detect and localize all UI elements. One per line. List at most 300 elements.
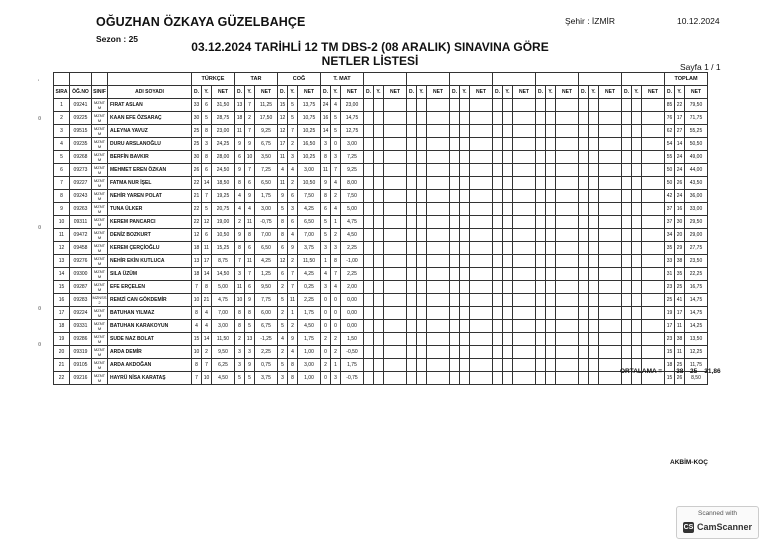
row-total-correct: 50 (665, 164, 675, 177)
empty-cell (374, 281, 384, 294)
empty-cell (632, 255, 642, 268)
empty-cell (556, 281, 579, 294)
row-net: 6,75 (255, 138, 278, 151)
empty-cell (427, 242, 450, 255)
empty-cell (460, 112, 470, 125)
header-spacer (54, 73, 70, 86)
row-class: MZNT M (92, 151, 108, 164)
col-header-net: NET (556, 86, 579, 99)
empty-cell (589, 216, 599, 229)
row-net: 19,00 (212, 216, 235, 229)
row-wrong: 7 (288, 125, 298, 138)
empty-cell (450, 333, 460, 346)
empty-cell (384, 177, 407, 190)
row-correct: 3 (278, 372, 288, 385)
empty-cell (427, 255, 450, 268)
empty-cell (427, 372, 450, 385)
table-row (54, 216, 708, 229)
row-correct: 18 (192, 242, 202, 255)
empty-cell (589, 242, 599, 255)
empty-cell (427, 125, 450, 138)
empty-cell (470, 151, 493, 164)
row-correct: 12 (278, 112, 288, 125)
row-correct: 11 (235, 125, 245, 138)
empty-cell (556, 203, 579, 216)
empty-cell (579, 151, 589, 164)
empty-cell (579, 177, 589, 190)
empty-cell (599, 255, 622, 268)
empty-cell (417, 359, 427, 372)
empty-cell (513, 255, 536, 268)
row-correct: 9 (321, 177, 331, 190)
row-wrong: 5 (331, 112, 341, 125)
row-correct: 8 (192, 359, 202, 372)
table-row (54, 320, 708, 333)
row-wrong: 0 (331, 307, 341, 320)
empty-cell (589, 125, 599, 138)
row-wrong: 3 (245, 346, 255, 359)
empty-cell (384, 346, 407, 359)
empty-cell (642, 164, 665, 177)
row-total-net: 22,25 (685, 268, 708, 281)
empty-cell (503, 112, 513, 125)
empty-cell (450, 177, 460, 190)
empty-cell (470, 125, 493, 138)
table-row (54, 255, 708, 268)
empty-cell (503, 268, 513, 281)
empty-cell (622, 242, 632, 255)
row-correct: 5 (321, 216, 331, 229)
row-net: 10,50 (298, 177, 321, 190)
row-wrong: 2 (288, 255, 298, 268)
empty-cell (374, 294, 384, 307)
empty-cell (450, 294, 460, 307)
empty-cell (579, 99, 589, 112)
row-class: MZNT M (92, 346, 108, 359)
col-header-net: NET (212, 86, 235, 99)
row-correct: 4 (278, 333, 288, 346)
row-net: 4,50 (341, 229, 364, 242)
row-wrong: 6 (288, 216, 298, 229)
row-wrong: 3 (331, 242, 341, 255)
row-wrong: 9 (245, 359, 255, 372)
empty-cell (556, 294, 579, 307)
row-class: MZNT M (92, 307, 108, 320)
row-sira: 6 (54, 164, 70, 177)
row-total-net: 55,25 (685, 125, 708, 138)
col-header-d: D. (579, 86, 589, 99)
empty-cell (450, 99, 460, 112)
row-total-wrong: 11 (675, 346, 685, 359)
empty-cell (460, 190, 470, 203)
row-student-no: 09286 (70, 333, 92, 346)
row-student-name: SUDE NAZ BOLAT (108, 333, 192, 346)
empty-cell (407, 138, 417, 151)
empty-cell (384, 294, 407, 307)
row-total-wrong: 24 (675, 164, 685, 177)
empty-cell (546, 359, 556, 372)
empty-cell (536, 125, 546, 138)
row-correct: 7 (192, 372, 202, 385)
empty-cell (556, 151, 579, 164)
row-student-no: 09515 (70, 125, 92, 138)
col-header-ad: ADI SOYADI (108, 86, 192, 99)
row-wrong: 14 (202, 268, 212, 281)
empty-cell (556, 112, 579, 125)
scanner-line-2: CamScanner (697, 522, 753, 532)
empty-cell (374, 242, 384, 255)
empty-cell (579, 346, 589, 359)
row-wrong: 1 (331, 216, 341, 229)
empty-cell (503, 190, 513, 203)
row-class: MZNSS 2 (92, 295, 107, 305)
subject-header: TAR (235, 73, 278, 86)
empty-cell (407, 151, 417, 164)
row-correct: 9 (235, 164, 245, 177)
empty-cell (470, 203, 493, 216)
empty-cell (427, 99, 450, 112)
row-correct: 2 (321, 359, 331, 372)
row-correct: 8 (235, 320, 245, 333)
row-correct: 8 (192, 307, 202, 320)
empty-cell (460, 359, 470, 372)
empty-cell (599, 138, 622, 151)
row-total-wrong: 25 (675, 281, 685, 294)
empty-cell (546, 138, 556, 151)
empty-cell (470, 242, 493, 255)
row-net: 28,00 (212, 151, 235, 164)
empty-cell (503, 99, 513, 112)
empty-cell (470, 320, 493, 333)
row-student-no: 09235 (70, 138, 92, 151)
row-net: 13,75 (298, 99, 321, 112)
row-student-name: NEHİR YAREN POLAT (108, 190, 192, 203)
empty-cell (384, 242, 407, 255)
empty-cell (589, 138, 599, 151)
empty-cell (450, 307, 460, 320)
empty-cell (503, 229, 513, 242)
empty-cell (493, 307, 503, 320)
row-correct: 0 (321, 320, 331, 333)
row-correct: 2 (278, 346, 288, 359)
empty-cell (470, 281, 493, 294)
empty-cell (417, 164, 427, 177)
empty-cell (364, 99, 374, 112)
row-wrong: 3 (202, 138, 212, 151)
empty-cell (589, 372, 599, 385)
camscanner-watermark (676, 506, 759, 539)
empty-cell (589, 112, 599, 125)
row-class: MZNT M (92, 229, 108, 242)
empty-cell (364, 151, 374, 164)
empty-cell (427, 281, 450, 294)
empty-cell (407, 203, 417, 216)
row-correct: 5 (278, 359, 288, 372)
row-wrong: 0 (331, 320, 341, 333)
empty-cell (374, 229, 384, 242)
row-wrong: 2 (331, 346, 341, 359)
empty-cell (374, 359, 384, 372)
empty-cell (536, 112, 546, 125)
empty-cell (493, 372, 503, 385)
row-wrong: 7 (245, 125, 255, 138)
row-sira: 9 (54, 203, 70, 216)
empty-cell (632, 177, 642, 190)
empty-cell (536, 190, 546, 203)
row-total-wrong: 29 (675, 242, 685, 255)
row-correct: 3 (321, 138, 331, 151)
empty-cell (513, 190, 536, 203)
empty-cell (384, 151, 407, 164)
row-net: 1,50 (341, 333, 364, 346)
row-correct: 4 (235, 190, 245, 203)
row-correct: 12 (278, 125, 288, 138)
row-correct: 26 (192, 164, 202, 177)
empty-cell (364, 216, 374, 229)
row-correct: 4 (235, 203, 245, 216)
empty-cell (493, 255, 503, 268)
empty-cell (546, 164, 556, 177)
empty-cell (384, 190, 407, 203)
empty-cell (374, 99, 384, 112)
empty-cell (546, 346, 556, 359)
row-wrong: 7 (245, 164, 255, 177)
empty-cell (536, 333, 546, 346)
row-net: 18,50 (212, 177, 235, 190)
scan-mark: ¤ (38, 306, 42, 312)
row-student-no: 09241 (70, 99, 92, 112)
row-wrong: 8 (245, 229, 255, 242)
average-net: 31,86 (704, 368, 721, 375)
row-net: 2,00 (341, 281, 364, 294)
row-total-correct: 76 (665, 112, 675, 125)
empty-cell (589, 294, 599, 307)
row-total-net: 14,75 (685, 294, 708, 307)
row-net: 1,25 (255, 268, 278, 281)
table-row (54, 242, 708, 255)
empty-cell (450, 112, 460, 125)
row-net: 9,25 (341, 164, 364, 177)
empty-cell (589, 255, 599, 268)
row-net: 2,25 (341, 242, 364, 255)
empty-cell (427, 320, 450, 333)
row-total-correct: 54 (665, 138, 675, 151)
row-correct: 8 (321, 190, 331, 203)
row-student-name: NEHİR EKİN KUTLUCA (108, 255, 192, 268)
row-class: MZNT M (92, 372, 108, 385)
empty-subject-header (536, 73, 579, 86)
row-correct: 11 (278, 151, 288, 164)
empty-cell (599, 125, 622, 138)
header-spacer (70, 73, 92, 86)
col-header-y: Y. (374, 86, 384, 99)
empty-cell (556, 190, 579, 203)
empty-cell (417, 190, 427, 203)
empty-cell (546, 190, 556, 203)
col-header-y: Y. (331, 86, 341, 99)
empty-cell (632, 242, 642, 255)
empty-cell (460, 242, 470, 255)
empty-cell (556, 177, 579, 190)
col-header-d: D. (278, 86, 288, 99)
empty-cell (622, 307, 632, 320)
row-correct: 0 (321, 346, 331, 359)
row-total-net: 49,00 (685, 151, 708, 164)
footer-code: AKBİM-KOÇ (670, 459, 708, 466)
row-total-wrong: 35 (675, 268, 685, 281)
empty-cell (642, 203, 665, 216)
empty-cell (513, 346, 536, 359)
row-net: 1,75 (298, 307, 321, 320)
row-total-net: 79,50 (685, 99, 708, 112)
row-correct: 18 (192, 268, 202, 281)
row-net: 7,00 (255, 229, 278, 242)
row-wrong: 11 (245, 255, 255, 268)
header-spacer (108, 73, 192, 86)
row-class: MZNT M (92, 190, 108, 203)
empty-cell (493, 164, 503, 177)
row-total-net: 11,75 (685, 359, 708, 372)
row-correct: 30 (192, 112, 202, 125)
title-line-1: 03.12.2024 TARİHLİ 12 TM DBS-2 (08 ARALIK) SINAVINA GÖRE (191, 40, 549, 54)
empty-cell (407, 333, 417, 346)
row-correct: 1 (321, 255, 331, 268)
empty-cell (417, 151, 427, 164)
empty-cell (384, 164, 407, 177)
empty-cell (450, 281, 460, 294)
row-wrong: 9 (245, 190, 255, 203)
row-wrong: 2 (331, 333, 341, 346)
empty-cell (417, 320, 427, 333)
empty-cell (546, 255, 556, 268)
row-correct: 13 (235, 99, 245, 112)
col-header-d: D. (622, 86, 632, 99)
row-correct: 11 (321, 164, 331, 177)
empty-cell (470, 255, 493, 268)
empty-cell (579, 203, 589, 216)
empty-cell (384, 372, 407, 385)
subject-header: T. MAT (321, 73, 364, 86)
empty-cell (642, 333, 665, 346)
empty-cell (374, 320, 384, 333)
empty-cell (384, 138, 407, 151)
empty-cell (642, 190, 665, 203)
row-class: MZNT M (92, 320, 108, 333)
row-correct: 8 (321, 151, 331, 164)
empty-cell (513, 164, 536, 177)
table-row (54, 125, 708, 138)
row-total-correct: 31 (665, 268, 675, 281)
row-wrong: 8 (288, 372, 298, 385)
empty-cell (460, 294, 470, 307)
row-correct: 16 (321, 112, 331, 125)
row-correct: 8 (278, 216, 288, 229)
empty-cell (470, 372, 493, 385)
row-class: MZNT M (92, 268, 108, 281)
empty-cell (470, 307, 493, 320)
empty-cell (407, 242, 417, 255)
row-total-net: 14,75 (685, 307, 708, 320)
empty-cell (407, 320, 417, 333)
empty-cell (460, 346, 470, 359)
empty-subject-header (364, 73, 407, 86)
row-wrong: 4 (202, 307, 212, 320)
empty-cell (579, 125, 589, 138)
empty-cell (589, 346, 599, 359)
row-total-correct: 50 (665, 177, 675, 190)
row-net: 19,25 (212, 190, 235, 203)
empty-cell (589, 190, 599, 203)
empty-cell (450, 242, 460, 255)
empty-cell (503, 164, 513, 177)
row-wrong: 8 (331, 255, 341, 268)
row-wrong: 7 (331, 268, 341, 281)
empty-cell (384, 333, 407, 346)
empty-cell (642, 268, 665, 281)
row-total-net: 43,50 (685, 177, 708, 190)
empty-cell (546, 229, 556, 242)
empty-cell (536, 164, 546, 177)
empty-cell (589, 229, 599, 242)
empty-cell (589, 307, 599, 320)
col-header-net: NET (470, 86, 493, 99)
scan-mark: ' (38, 80, 40, 86)
empty-cell (556, 359, 579, 372)
empty-cell (493, 268, 503, 281)
empty-cell (642, 346, 665, 359)
empty-cell (632, 333, 642, 346)
empty-cell (407, 164, 417, 177)
empty-cell (632, 294, 642, 307)
row-net: 6,50 (255, 242, 278, 255)
empty-cell (503, 138, 513, 151)
empty-cell (407, 359, 417, 372)
row-wrong: 7 (245, 99, 255, 112)
row-net: 7,00 (212, 307, 235, 320)
row-net: 12,75 (341, 125, 364, 138)
empty-cell (599, 320, 622, 333)
row-total-correct: 33 (665, 255, 675, 268)
row-correct: 33 (192, 99, 202, 112)
empty-cell (536, 372, 546, 385)
average-row (620, 368, 723, 375)
row-wrong: 6 (245, 177, 255, 190)
col-header-d: D. (536, 86, 546, 99)
empty-cell (407, 346, 417, 359)
col-header-net: NET (513, 86, 536, 99)
empty-cell (374, 333, 384, 346)
row-wrong: 3 (331, 151, 341, 164)
row-correct: 9 (235, 229, 245, 242)
row-net: 9,25 (255, 125, 278, 138)
empty-cell (536, 281, 546, 294)
empty-cell (493, 112, 503, 125)
row-total-wrong: 14 (675, 138, 685, 151)
row-net: 16,50 (298, 138, 321, 151)
empty-cell (493, 359, 503, 372)
row-wrong: 5 (288, 99, 298, 112)
empty-cell (374, 203, 384, 216)
empty-cell (427, 346, 450, 359)
row-net: 1,75 (341, 359, 364, 372)
header-row-subjects (54, 73, 708, 86)
row-wrong: 10 (245, 151, 255, 164)
empty-cell (513, 112, 536, 125)
empty-cell (417, 242, 427, 255)
empty-cell (642, 320, 665, 333)
row-wrong: 4 (331, 281, 341, 294)
row-correct: 10 (192, 294, 202, 307)
